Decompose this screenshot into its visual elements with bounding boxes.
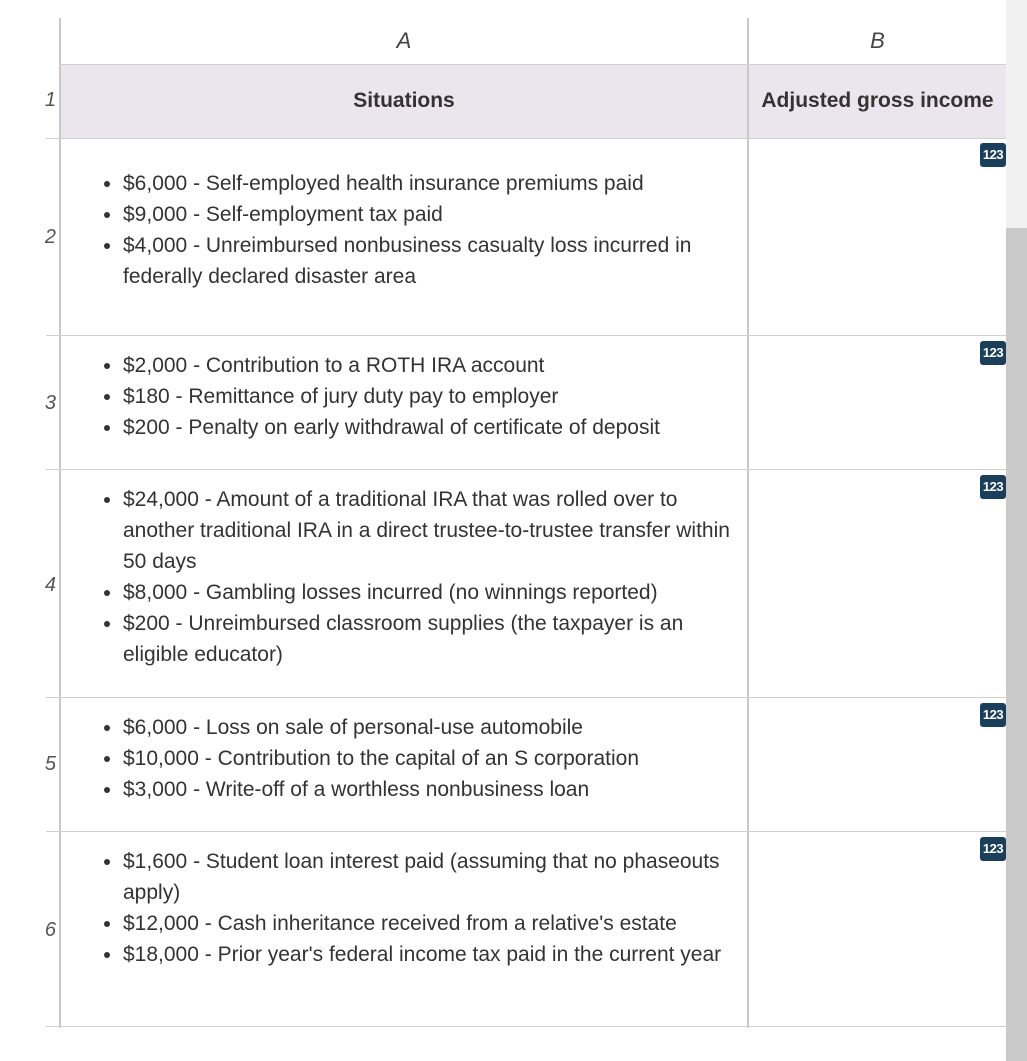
situations-cell-row-5 <box>61 712 747 805</box>
situations-list <box>61 846 747 970</box>
list-item: • $9,000 - Self-employment tax paid <box>123 199 747 230</box>
grid-line-h0 <box>60 64 1006 65</box>
agi-input-cell-row-3[interactable] <box>749 336 1006 469</box>
list-item: • $24,000 - Amount of a traditional IRA that was rolled over to another traditional IRA in a direct trustee-to-trustee transfer within 50 days <box>123 484 747 577</box>
list-item: • $10,000 - Contribution to the capital of an S corporation <box>123 743 747 774</box>
row-number-5[interactable]: 5 <box>44 753 56 775</box>
numeric-badge-icon: 123 <box>980 143 1006 167</box>
column-header-a[interactable]: A <box>396 28 412 53</box>
situations-cell-row-2 <box>61 168 747 292</box>
situations-list <box>61 168 747 292</box>
list-item: • $8,000 - Gambling losses incurred (no winnings reported) <box>123 577 747 608</box>
row-number-6[interactable]: 6 <box>44 919 56 941</box>
agi-input-cell-row-6[interactable] <box>749 832 1006 1026</box>
situations-cell-row-3 <box>61 350 747 443</box>
numeric-badge-icon: 123 <box>980 475 1006 499</box>
list-item: • $4,000 - Unreimbursed nonbusiness casualty loss incurred in federally declared disaster area <box>123 230 747 292</box>
agi-input-cell-row-5[interactable] <box>749 698 1006 831</box>
list-item: • $6,000 - Self-employed health insurance premiums paid <box>123 168 747 199</box>
row-number-2[interactable]: 2 <box>44 226 56 248</box>
situations-header: Situations <box>353 89 455 112</box>
situations-list <box>61 350 747 443</box>
list-item: • $18,000 - Prior year's federal income tax paid in the current year <box>123 939 747 970</box>
agi-header: Adjusted gross income <box>761 89 994 112</box>
situations-list <box>61 484 747 670</box>
list-item: • $1,600 - Student loan interest paid (assuming that no phaseouts apply) <box>123 846 747 908</box>
situations-cell-row-4 <box>61 484 747 670</box>
list-item: • $12,000 - Cash inheritance received from a relative's estate <box>123 908 747 939</box>
row-number-3[interactable]: 3 <box>44 392 56 414</box>
list-item: • $2,000 - Contribution to a ROTH IRA account <box>123 350 747 381</box>
situations-list <box>61 712 747 805</box>
grid-line-h6 <box>46 1026 1006 1027</box>
scrollbar-thumb[interactable] <box>1006 228 1027 1061</box>
column-header-b[interactable]: B <box>870 28 885 53</box>
numeric-badge-icon: 123 <box>980 837 1006 861</box>
numeric-badge-icon: 123 <box>980 703 1006 727</box>
row-number-1[interactable]: 1 <box>44 89 56 111</box>
agi-input-cell-row-4[interactable] <box>749 470 1006 697</box>
list-item: • $200 - Penalty on early withdrawal of certificate of deposit <box>123 412 747 443</box>
list-item: • $200 - Unreimbursed classroom supplies (the taxpayer is an eligible educator) <box>123 608 747 670</box>
row-number-4[interactable]: 4 <box>44 574 56 596</box>
list-item: • $3,000 - Write-off of a worthless nonbusiness loan <box>123 774 747 805</box>
numeric-badge-icon: 123 <box>980 341 1006 365</box>
list-item: • $6,000 - Loss on sale of personal-use automobile <box>123 712 747 743</box>
list-item: • $180 - Remittance of jury duty pay to employer <box>123 381 747 412</box>
situations-cell-row-6 <box>61 846 747 970</box>
agi-input-cell-row-2[interactable] <box>749 139 1006 335</box>
